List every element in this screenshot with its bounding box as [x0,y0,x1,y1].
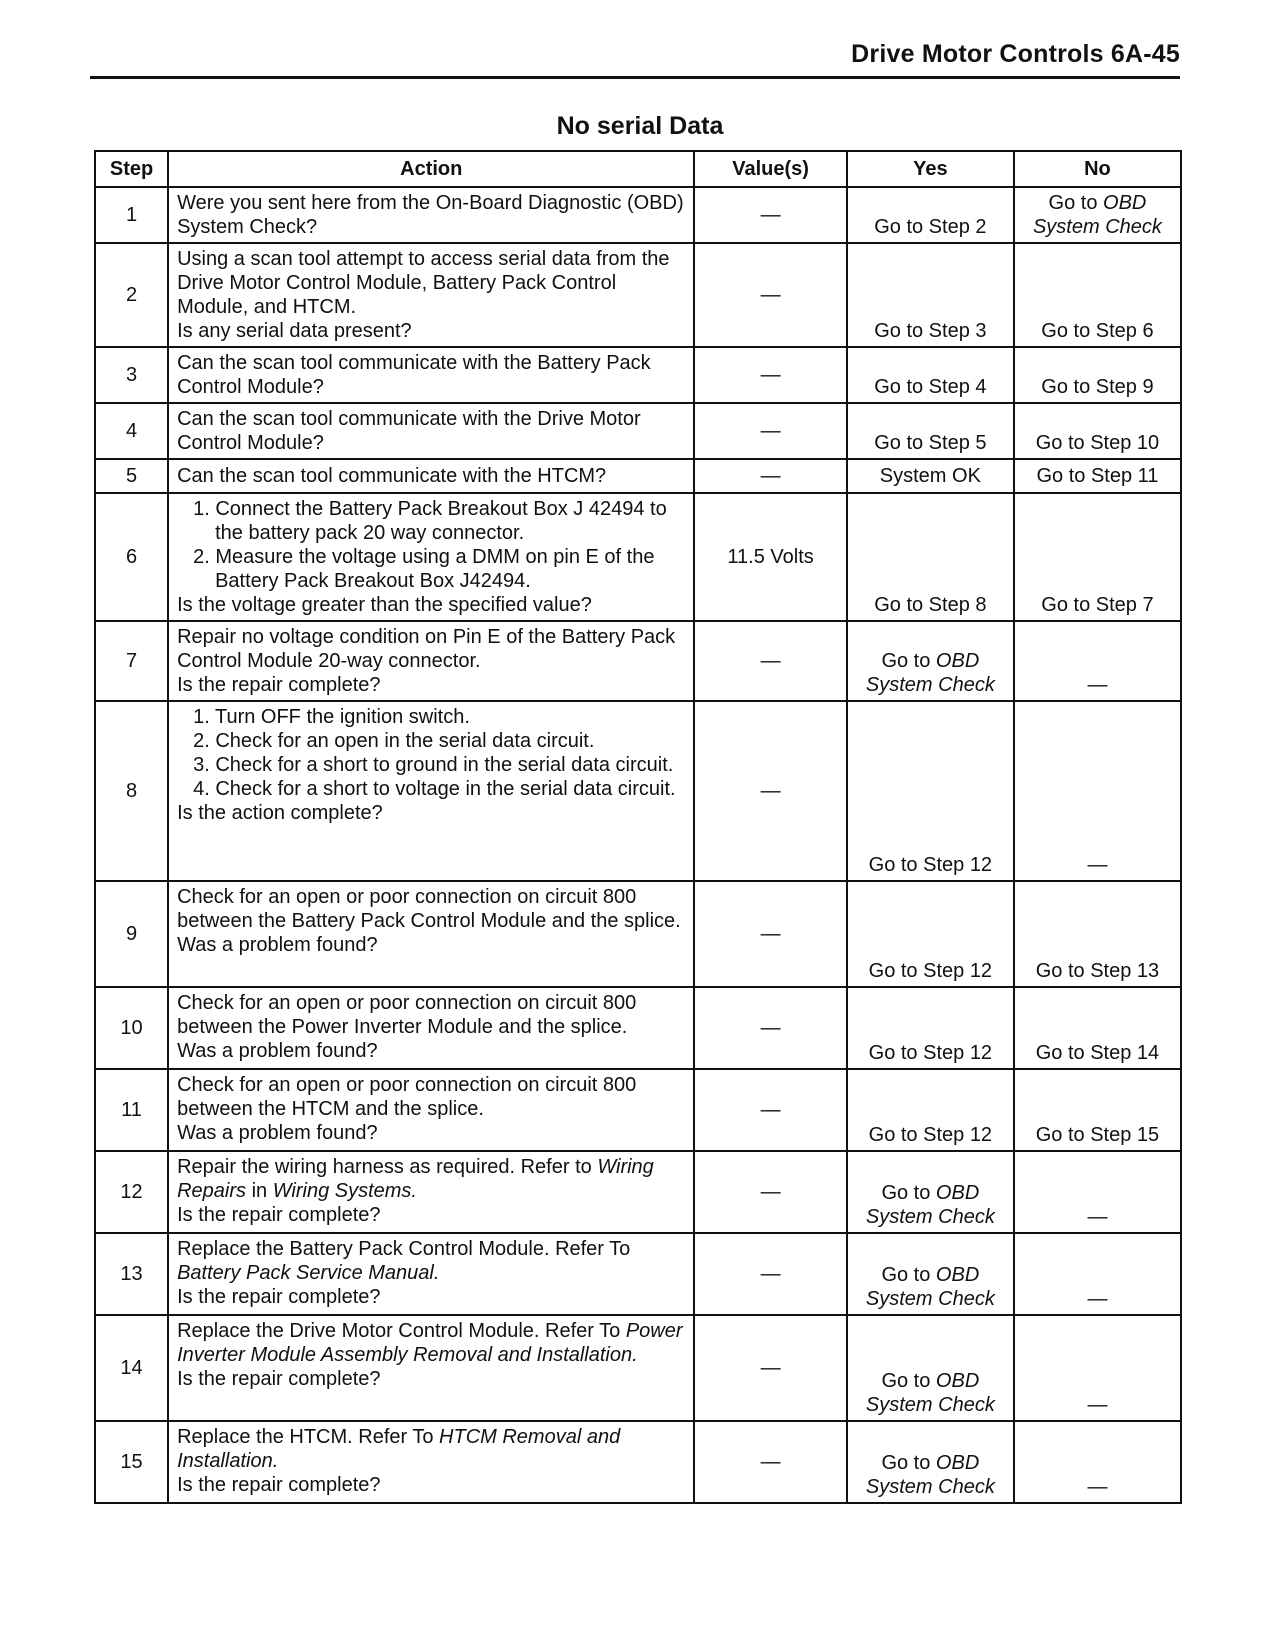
no-cell: — [1014,621,1181,701]
value-cell: — [694,347,846,403]
no-cell: — [1014,1151,1181,1233]
step-number: 2 [95,243,168,347]
yes-cell: Go to OBD System Check [847,1151,1014,1233]
table-row [95,347,1181,403]
value-cell: 11.5 Volts [694,493,846,621]
action-list-item: 4. Check for a short to voltage in the serial data circuit. [193,778,676,800]
no-cell: Go to Step 10 [1014,403,1181,459]
yes-cell: Go to Step 8 [847,493,1014,621]
value-cell: — [694,987,846,1069]
action-question: Was a problem found? [177,934,378,956]
no-cell: Go to Step 13 [1014,881,1181,987]
value-cell: — [694,1421,846,1503]
value-cell: — [694,881,846,987]
action-list-item: 3. Check for a short to ground in the serial data circuit. [193,754,674,776]
value-cell: — [694,459,846,493]
step-number: 6 [95,493,168,621]
action-text: Check for an open or poor connection on circuit 800 between the HTCM and the splice. Was a problem found? [168,1069,694,1151]
action-list-item: 1. Turn OFF the ignition switch. [193,706,470,728]
step-number: 15 [95,1421,168,1503]
action-text: Repair the wiring harness as required. Refer to Wiring Repairs in Wiring Systems. Is the repair complete? [168,1151,694,1233]
table-row [95,243,1181,347]
yes-cell: Go to Step 5 [847,403,1014,459]
step-number: 1 [95,187,168,243]
value-cell: — [694,701,846,881]
yes-cell: Go to Step 3 [847,243,1014,347]
step-number: 13 [95,1233,168,1315]
action-question: Was a problem found? [177,1040,378,1062]
yes-cell: Go to OBD System Check [847,1421,1014,1503]
yes-cell: Go to Step 2 [847,187,1014,243]
table-row [95,701,1181,881]
step-number: 12 [95,1151,168,1233]
action-text [168,493,694,621]
table-row [95,881,1181,987]
action-question: Is the voltage greater than the specified value? [177,594,592,616]
table-row [95,1421,1181,1503]
column-header-yes: Yes [847,151,1014,187]
action-text: Can the scan tool communicate with the HTCM? [168,459,694,493]
no-cell: Go to OBD System Check [1014,187,1181,243]
no-cell: Go to Step 6 [1014,243,1181,347]
no-cell: Go to Step 9 [1014,347,1181,403]
yes-cell: System OK [847,459,1014,493]
diagnostic-table [94,150,1182,1504]
step-number: 9 [95,881,168,987]
table-row [95,1233,1181,1315]
value-cell: — [694,621,846,701]
no-cell: Go to Step 14 [1014,987,1181,1069]
value-cell: — [694,1315,846,1421]
action-text: Replace the Battery Pack Control Module. Refer To Battery Pack Service Manual. Is the repair complete? [168,1233,694,1315]
value-cell: — [694,403,846,459]
section-title: Drive Motor Controls 6A-45 [851,40,1180,68]
table-row [95,621,1181,701]
no-cell: — [1014,1315,1181,1421]
action-text: Check for an open or poor connection on circuit 800 between the Power Inverter Module and the splice. Was a problem found? [168,987,694,1069]
action-text [168,701,694,881]
table-header-row [95,151,1181,187]
table-row [95,187,1181,243]
action-list-item: 2. Measure the voltage using a DMM on pin E of the Battery Pack Breakout Box J42494. [193,546,655,592]
action-text: Using a scan tool attempt to access serial data from the Drive Motor Control Module, Battery Pack Control Module, and HTCM. Is any serial data present? [168,243,694,347]
action-question: Is the repair complete? [177,1286,381,1308]
action-question: Is any serial data present? [177,320,412,342]
no-cell: — [1014,701,1181,881]
step-number: 5 [95,459,168,493]
column-header-values: Value(s) [694,151,846,187]
yes-cell: Go to Step 12 [847,987,1014,1069]
yes-cell: Go to Step 12 [847,881,1014,987]
step-number: 3 [95,347,168,403]
no-cell: Go to Step 15 [1014,1069,1181,1151]
action-question: Is the repair complete? [177,1474,381,1496]
no-cell: — [1014,1233,1181,1315]
no-cell: Go to Step 11 [1014,459,1181,493]
step-number: 7 [95,621,168,701]
action-question: Is the repair complete? [177,674,381,696]
action-list-item: 2. Check for an open in the serial data circuit. [193,730,595,752]
yes-cell: Go to Step 4 [847,347,1014,403]
table-row [95,1069,1181,1151]
action-text: Were you sent here from the On-Board Diagnostic (OBD) System Check? [168,187,694,243]
step-number: 10 [95,987,168,1069]
table-row [95,1151,1181,1233]
yes-cell: Go to OBD System Check [847,621,1014,701]
action-text: Check for an open or poor connection on circuit 800 between the Battery Pack Control Module and the splice. Was a problem found? [168,881,694,987]
value-cell: — [694,1069,846,1151]
yes-cell: Go to OBD System Check [847,1315,1014,1421]
yes-cell: Go to Step 12 [847,1069,1014,1151]
value-cell: — [694,187,846,243]
table-row [95,987,1181,1069]
action-list-item: 1. Connect the Battery Pack Breakout Box J 42494 to the battery pack 20 way connector. [193,498,667,544]
action-question: Is the action complete? [177,802,383,824]
table-title: No serial Data [556,112,724,140]
column-header-action: Action [168,151,694,187]
action-text: Repair no voltage condition on Pin E of the Battery Pack Control Module 20-way connector. Is the repair complete? [168,621,694,701]
value-cell: — [694,1151,846,1233]
table-row [95,493,1181,621]
yes-cell: Go to Step 12 [847,701,1014,881]
step-number: 14 [95,1315,168,1421]
action-text: Replace the Drive Motor Control Module. Refer To Power Inverter Module Assembly Removal and Installation. Is the repair complete? [168,1315,694,1421]
page-header [90,36,1180,79]
column-header-step: Step [95,151,168,187]
action-question: Is the repair complete? [177,1368,381,1390]
step-number: 11 [95,1069,168,1151]
table-row [95,1315,1181,1421]
action-text: Replace the HTCM. Refer To HTCM Removal and Installation. Is the repair complete? [168,1421,694,1503]
value-cell: — [694,1233,846,1315]
table-row [95,459,1181,493]
step-number: 8 [95,701,168,881]
no-cell: Go to Step 7 [1014,493,1181,621]
step-number: 4 [95,403,168,459]
value-cell: — [694,243,846,347]
column-header-no: No [1014,151,1181,187]
yes-cell: Go to OBD System Check [847,1233,1014,1315]
table-row [95,403,1181,459]
action-text: Can the scan tool communicate with the Drive Motor Control Module? [168,403,694,459]
no-cell: — [1014,1421,1181,1503]
action-question: Is the repair complete? [177,1204,381,1226]
action-text: Can the scan tool communicate with the Battery Pack Control Module? [168,347,694,403]
action-question: Was a problem found? [177,1122,378,1144]
